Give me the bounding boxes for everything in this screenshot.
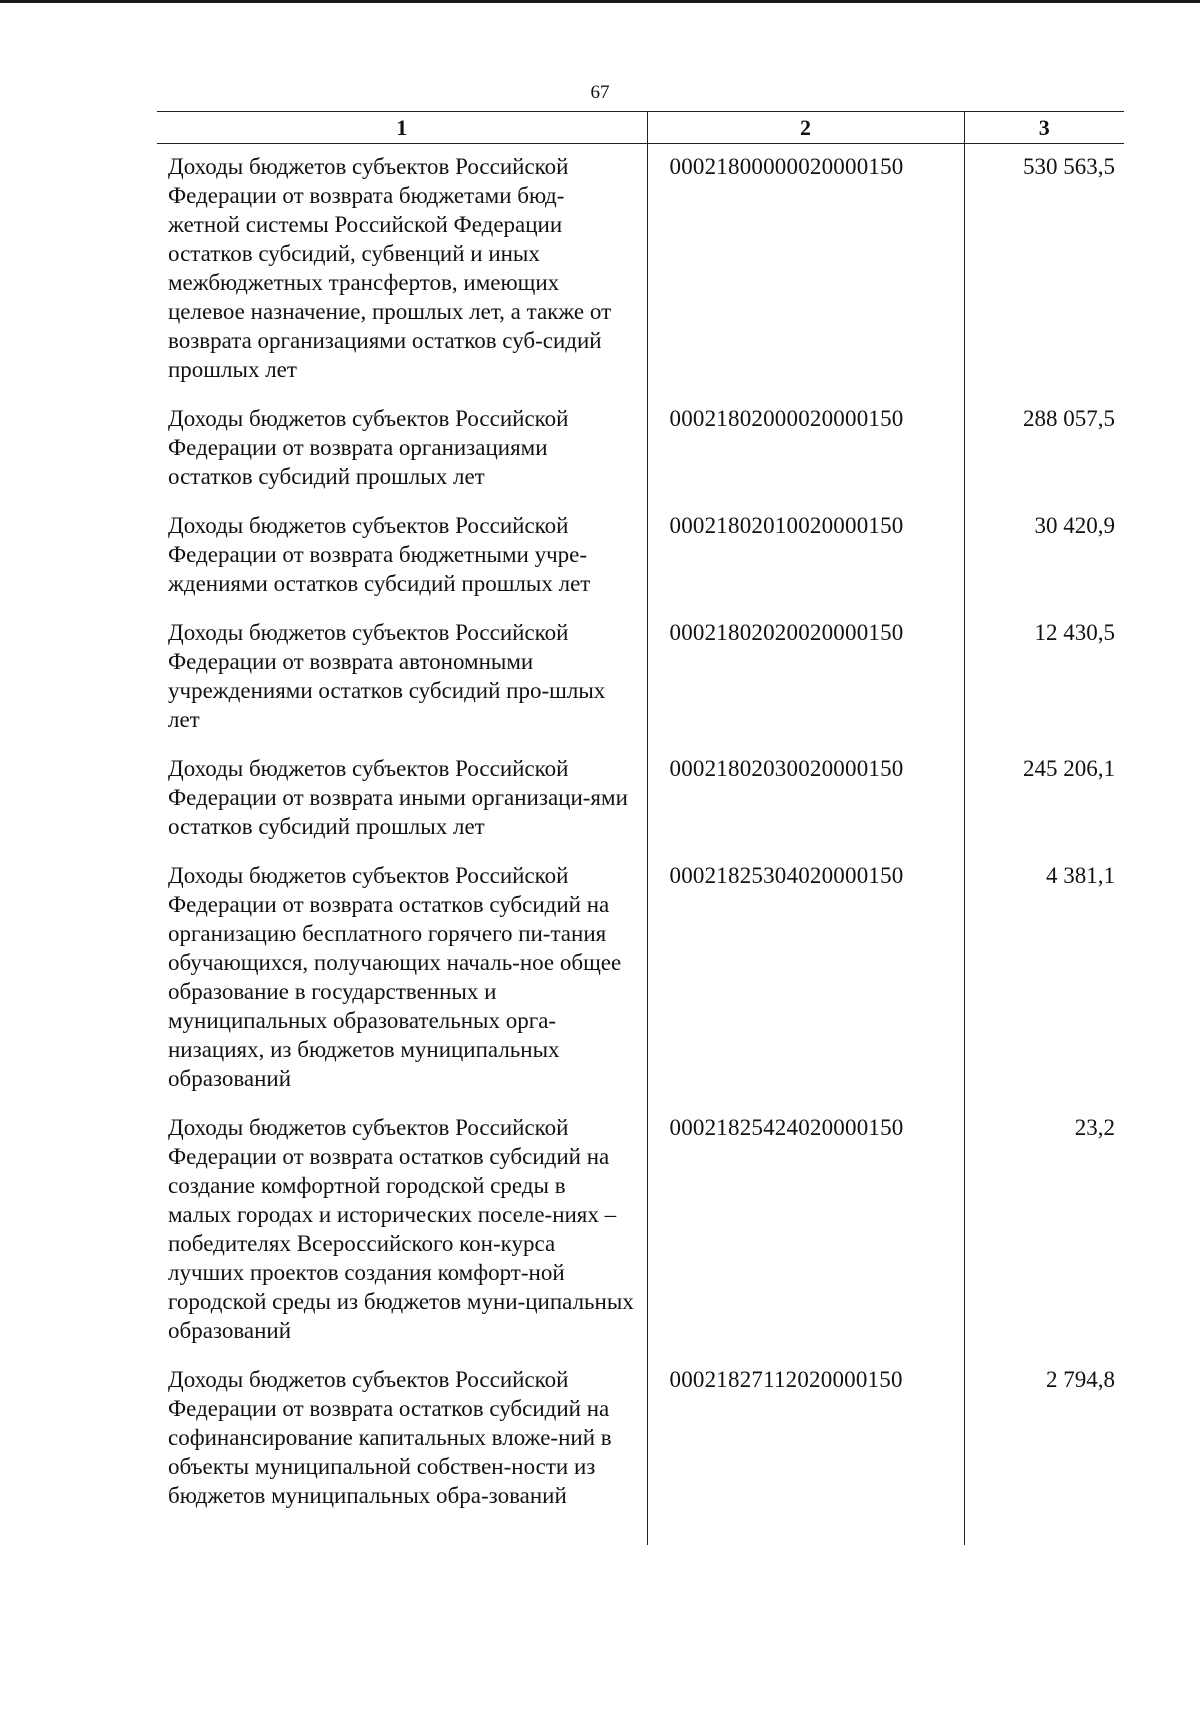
row-code: 00021802030020000150 <box>647 746 964 853</box>
table-row <box>157 610 1124 746</box>
row-description: Доходы бюджетов субъектов Российской Федерации от возврата остатков субсидий на организацию бесплатного горячего пи-тания обучающихся, получающих началь-ное общее образование в государственных и муниципальных образовательных орга-низациях, из бюджетов муниципальных образований <box>168 863 622 1091</box>
table-row <box>157 853 1124 1105</box>
table-row <box>157 746 1124 853</box>
column-header-description: 1 <box>157 112 647 144</box>
row-code: 00021825304020000150 <box>647 853 964 1105</box>
row-description: Доходы бюджетов субъектов Российской Федерации от возврата остатков субсидий на софинансирование капитальных вложе-ний в объекты муниципальной собствен-ности из бюджетов муниципальных обра-зований <box>168 1367 612 1508</box>
row-code: 00021802000020000150 <box>647 396 964 503</box>
row-description: Доходы бюджетов субъектов Российской Федерации от возврата организациями остатков субсидий прошлых лет <box>168 406 569 489</box>
table-row <box>157 503 1124 610</box>
column-header-code: 2 <box>647 112 964 144</box>
row-description: Доходы бюджетов субъектов Российской Федерации от возврата иными организаци-ями остатков субсидий прошлых лет <box>168 756 628 839</box>
scan-top-edge <box>0 0 1200 3</box>
row-amount: 4 381,1 <box>964 853 1124 1105</box>
row-description: Доходы бюджетов субъектов Российской Федерации от возврата бюджетами бюд-жетной системы Российской Федерации остатков субсидий, субвенций и иных межбюджетных трансфертов, имеющих целевое назначение, прошлых лет, а также от возврата организациями остатков суб-сидий прошлых лет <box>168 154 612 382</box>
row-amount: 30 420,9 <box>964 503 1124 610</box>
table-header-row <box>157 112 1124 144</box>
page-number: 67 <box>590 82 610 103</box>
row-code: 00021802020020000150 <box>647 610 964 746</box>
row-description: Доходы бюджетов субъектов Российской Федерации от возврата бюджетными учре-ждениями остатков субсидий прошлых лет <box>168 513 591 596</box>
row-amount: 530 563,5 <box>964 144 1124 397</box>
row-code: 00021800000020000150 <box>647 144 964 397</box>
row-amount: 12 430,5 <box>964 610 1124 746</box>
row-amount: 245 206,1 <box>964 746 1124 853</box>
row-description: Доходы бюджетов субъектов Российской Федерации от возврата остатков субсидий на создание комфортной городской среды в малых городах и исторических поселе-ниях – победителях Всероссийского кон-курса лучших проектов создания комфорт-ной городской среды из бюджетов муни-ципальных образований <box>168 1115 634 1343</box>
row-code: 00021827112020000150 <box>647 1357 964 1545</box>
row-amount: 2 794,8 <box>964 1357 1124 1545</box>
column-header-amount: 3 <box>964 112 1124 144</box>
row-code: 00021825424020000150 <box>647 1105 964 1357</box>
row-code: 00021802010020000150 <box>647 503 964 610</box>
row-amount: 288 057,5 <box>964 396 1124 503</box>
table-row <box>157 144 1124 397</box>
table-row <box>157 1105 1124 1357</box>
table-row <box>157 396 1124 503</box>
table-row <box>157 1357 1124 1545</box>
row-amount: 23,2 <box>964 1105 1124 1357</box>
budget-revenue-table <box>157 111 1124 1545</box>
row-description: Доходы бюджетов субъектов Российской Федерации от возврата автономными учреждениями остатков субсидий про-шлых лет <box>168 620 606 732</box>
